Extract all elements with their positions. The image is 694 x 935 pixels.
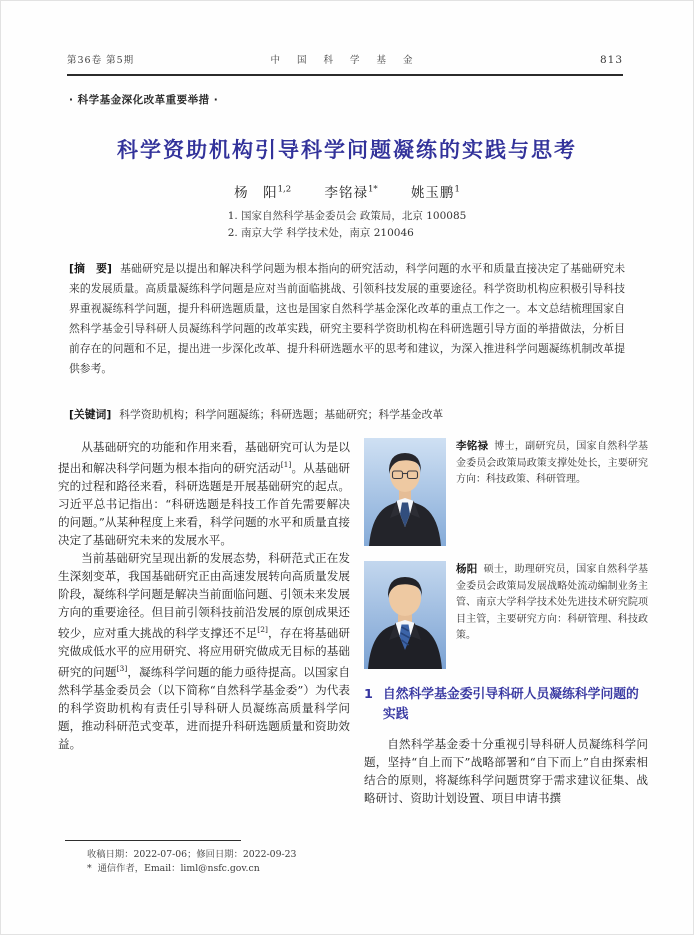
bio-name-yangyang: 杨阳 (456, 563, 478, 575)
author-3-name: 姚玉鹏 (410, 185, 455, 201)
author-1-sup: 1,2 (277, 184, 292, 195)
bio-body-yangyang: 硕士，助理研究员，国家自然科学基金委员会政策局发展战略处流动编制业务主管、南京大学科学技术处先进技术研究院项目主管，主要研究方向：科研管理、科技政策。 (456, 564, 648, 641)
keywords (69, 405, 625, 425)
section-1-heading (364, 685, 648, 725)
author-2-name: 李铭禄 (324, 185, 368, 201)
asterisk: * (87, 862, 92, 874)
section-1-title: 自然科学基金委引导科研人员凝练科学问题的实践 (382, 687, 639, 722)
footnote-rule (65, 840, 241, 841)
right-column (364, 438, 648, 814)
author-2-sup: 1* (367, 184, 378, 195)
column-mark: · 科学基金深化改革重要举措 · (69, 94, 219, 106)
keywords-label: [关键词] (69, 408, 112, 421)
abstract (69, 259, 625, 379)
author-bio-liminglu (364, 438, 648, 546)
keywords-text: 科学资助机构；科学问题凝练；科研选题；基础研究；科学基金改革 (119, 408, 444, 421)
body-paragraph-1: 从基础研究的功能和作用来看，基础研究可认为是以提出和解决科学问题为根本指向的研究活动[1]。从基础研究的过程和路径来看，科研选题是开展基础研究的起点。习近平总书记指出：“科研选题是科技工作首先需要解决的问题。”从某种程度上来看，科学问题的水平和质量直接决定了基础研究未来的发展水平。 (58, 440, 350, 547)
author-1 (234, 185, 291, 201)
author-bio-text (456, 561, 648, 669)
running-header (67, 52, 623, 66)
author-line (1, 181, 693, 201)
corresponding-author (87, 862, 296, 876)
author-3 (411, 185, 460, 201)
abstract-label: [摘 要] (69, 262, 112, 275)
bio-body-liminglu: 博士，副研究员，国家自然科学基金委员会政策局政策支撑处处长，主要研究方向：科技政策、科研管理。 (456, 441, 648, 485)
bio-name-liminglu: 李铭禄 (456, 440, 489, 452)
author-1-name: 杨 阳 (234, 185, 278, 201)
page-number: 813 (599, 54, 623, 66)
author-2 (324, 185, 377, 201)
volume-issue: 第36卷 第5期 (67, 55, 135, 66)
correspondence-text: 通信作者，Email：liml@nsfc.gov.cn (97, 862, 260, 874)
journal-name: 中 国 科 学 基 金 (270, 55, 420, 66)
body-columns (58, 438, 648, 814)
received-dates: 收稿日期：2022-07-06；修回日期：2022-09-23 (87, 849, 297, 860)
author-3-sup: 1 (454, 184, 460, 195)
affiliation-1: 1. 国家自然科学基金委员会 政策局，北京 100085 (227, 210, 467, 222)
author-photo-liminglu (364, 438, 446, 546)
header-rule (67, 74, 623, 76)
body-paragraph-2: 当前基础研究呈现出新的发展态势，科研范式正在发生深刻变革，我国基础研究正由高速发展转向高质量发展阶段，凝练科学问题是解决当前面临问题、引领未来发展方向的重要途径。但目前引领科技前沿发展的原创成果还较少，应对重大挑战的科学支撑还不足[2]，存在将基础研究做成低水平的应用研究、将应用研究做成无目标的基础研究的问题[3]，凝练科学问题的能力亟待提高。以国家自然科学基金委员会（以下简称“自然科学基金委”）为代表的科学资助机构有责任引导科研人员凝练高质量科学问题，推动科研范式变革，进而提升科研选题质量和资助效益。 (58, 550, 350, 751)
author-photo-yangyang (364, 561, 446, 669)
author-bio-text (456, 438, 648, 546)
footnote (87, 848, 296, 875)
affiliation-2: 2. 南京大学 科学技术处，南京 210046 (227, 227, 414, 239)
article-title: 科学资助机构引导科学问题凝练的实践与思考 (117, 138, 577, 163)
section-1-paragraph: 自然科学基金委十分重视引导科研人员凝练科学问题，坚持“自上而下”战略部署和“自下而上”自由探索相结合的原则，将凝练科学问题贯穿于需求建议征集、战略研讨、资助计划设置、项目申请书撰 (364, 737, 648, 805)
section-1-number: 1 (364, 687, 373, 702)
left-column (58, 438, 350, 814)
affiliations (1, 208, 693, 242)
abstract-text: 基础研究是以提出和解决科学问题为根本指向的研究活动，科学问题的水平和质量直接决定了基础研究未来的发展质量。高质量凝练科学问题是应对当前面临挑战、引领科技发展的重要途径。科学资助机构应积极引导科技界重视凝练科学问题，提升科研选题质量，这也是国家自然科学基金深化改革的重点工作之一。本文总结梳理国家自然科学基金引导科研人员凝练科学问题的改革实践，研究主要科学资助机构在科研选题引导方面的举措做法，分析目前存在的问题和不足，提出进一步深化改革、提升科研选题水平的思考和建议，为深入推进科学问题凝练机制改革提供参考。 (69, 262, 626, 375)
author-bio-yangyang (364, 561, 648, 669)
